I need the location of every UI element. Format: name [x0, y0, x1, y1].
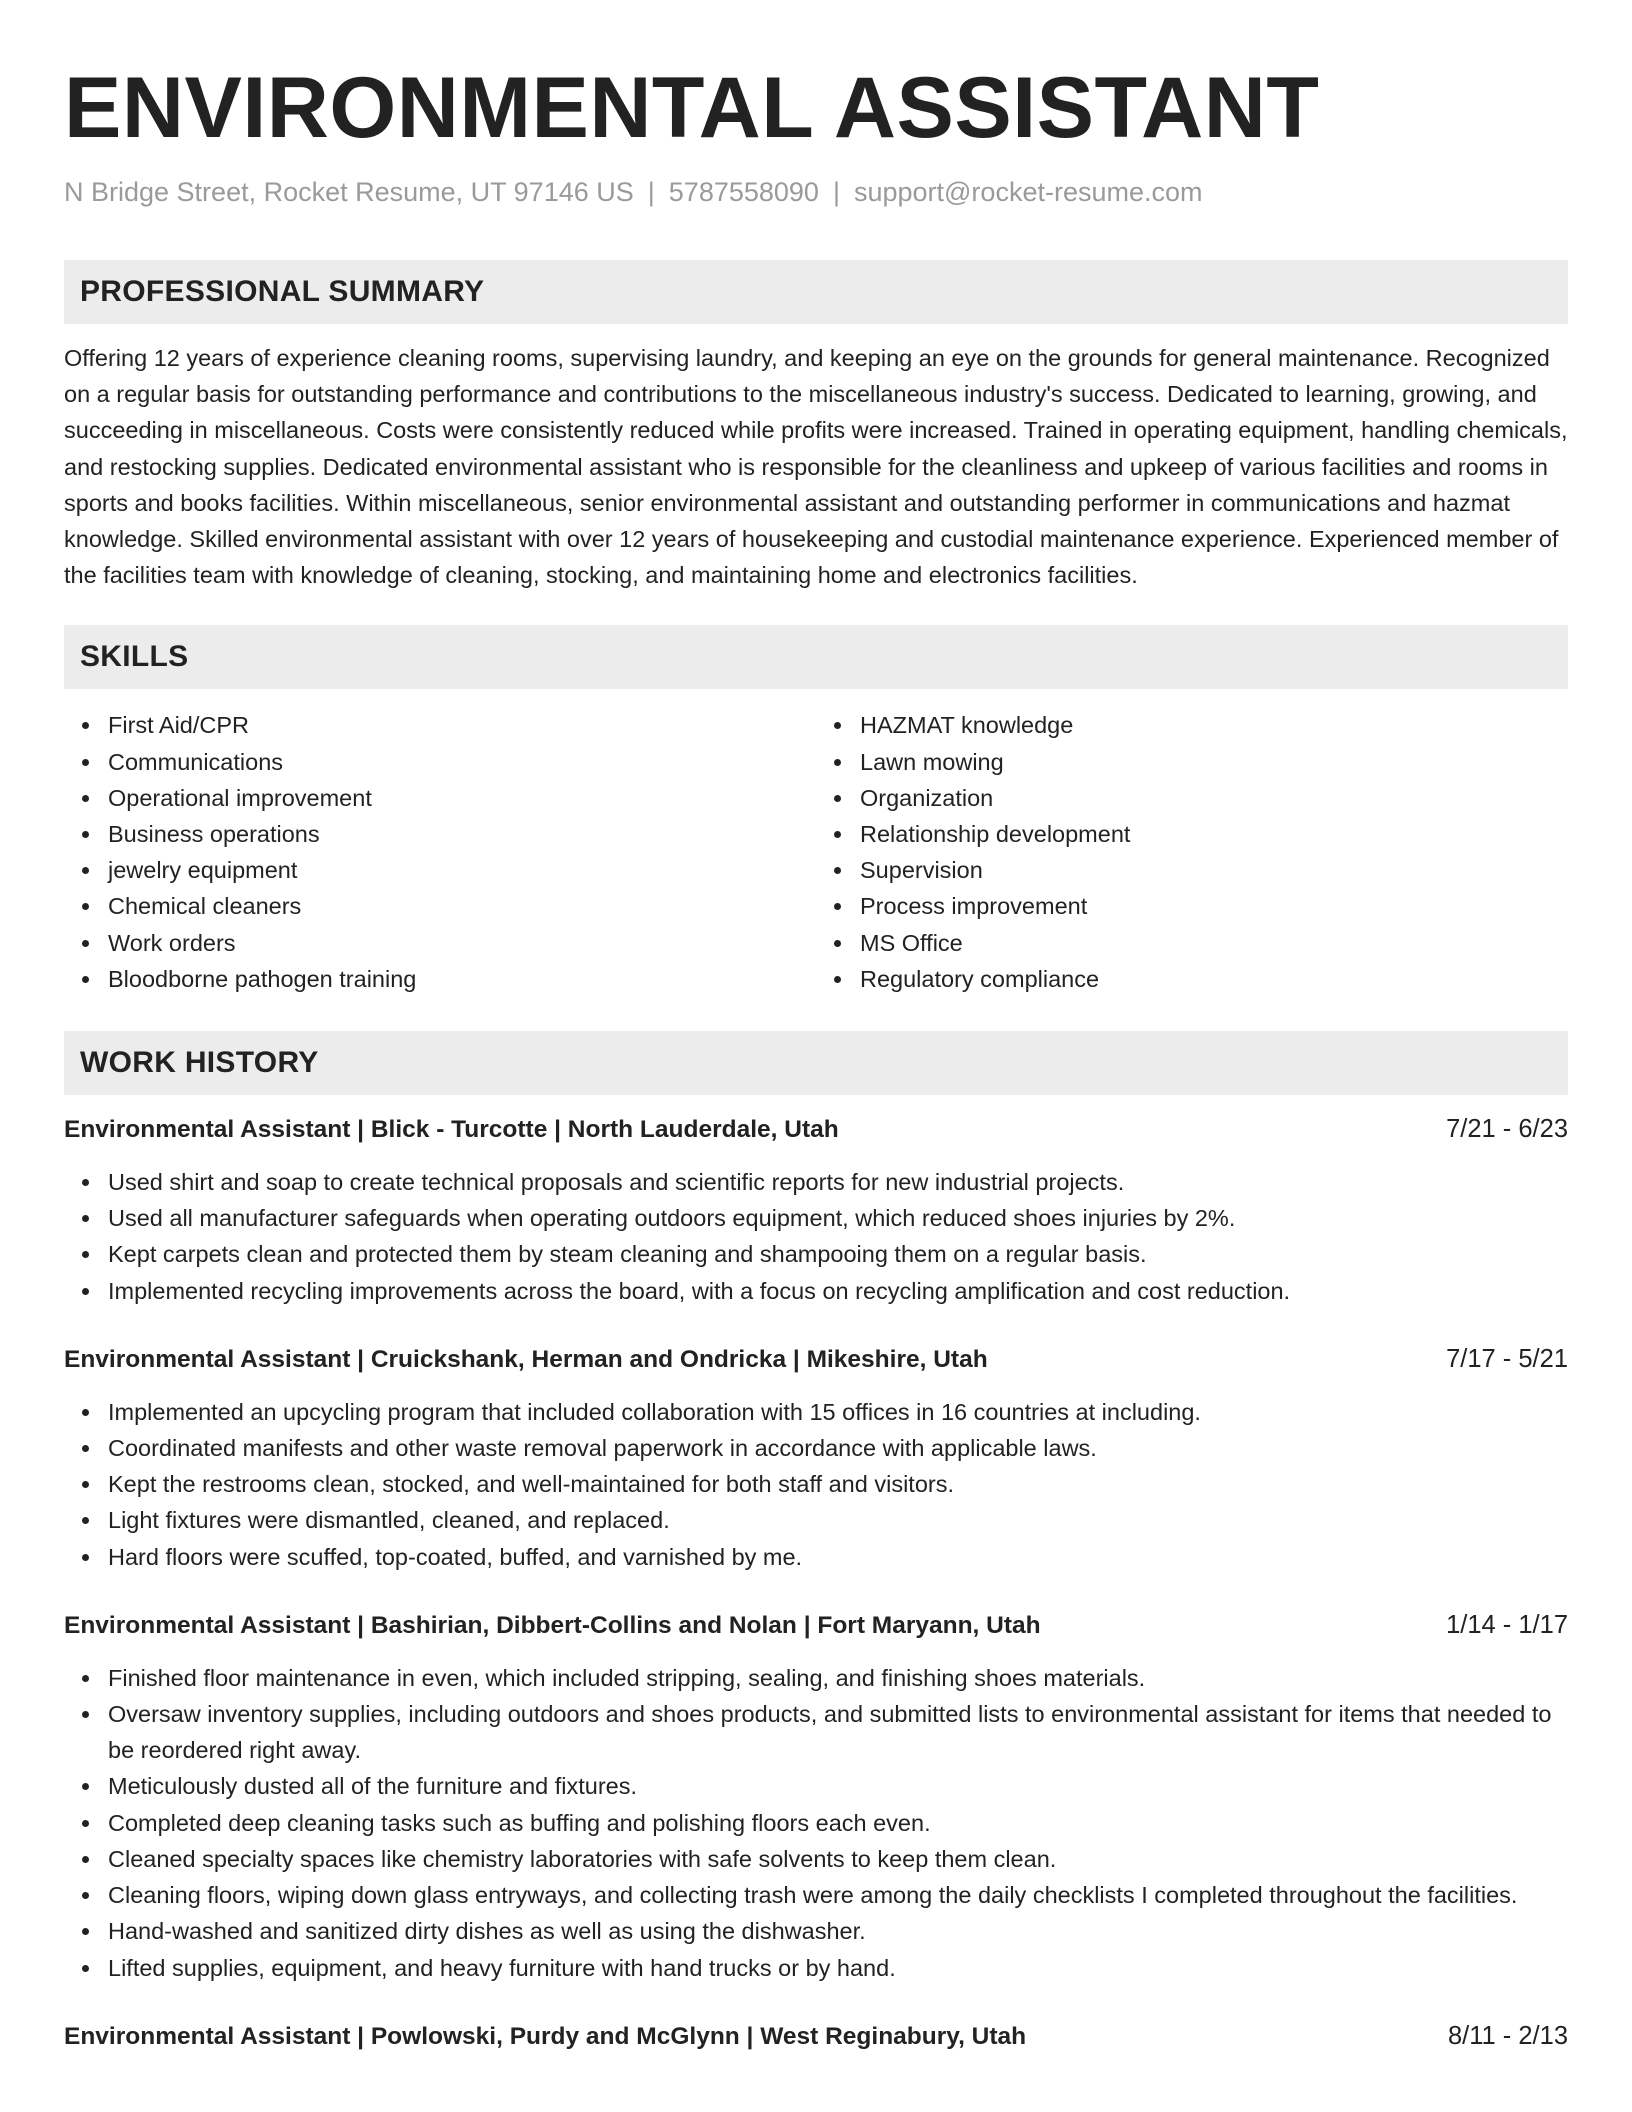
job-bullet: Used shirt and soap to create technical proposals and scientific reports for new industrial projects.	[108, 1164, 1568, 1200]
job-entry	[64, 1341, 1568, 1575]
job-dates: 7/17 - 5/21	[1446, 1344, 1568, 1373]
job-bullet: Light fixtures were dismantled, cleaned, and replaced.	[108, 1502, 1568, 1538]
resume-name: ENVIRONMENTAL ASSISTANT	[64, 60, 1320, 156]
job-title: Environmental Assistant | Cruickshank, Herman and Ondricka | Mikeshire, Utah	[64, 1345, 988, 1373]
skill-item: Work orders	[108, 925, 816, 961]
job-bullet: Meticulously dusted all of the furniture and fixtures.	[108, 1768, 1568, 1804]
job-bullet: Hard floors were scuffed, top-coated, buffed, and varnished by me.	[108, 1539, 1568, 1575]
resume-page	[64, 0, 1568, 2055]
job-bullets	[64, 1660, 1568, 1986]
skill-item: Chemical cleaners	[108, 888, 816, 924]
job-entry	[64, 1111, 1568, 1309]
job-header	[64, 2018, 1568, 2055]
job-dates: 7/21 - 6/23	[1446, 1115, 1568, 1144]
job-bullets	[64, 1164, 1568, 1309]
job-title: Environmental Assistant | Blick - Turcotte | North Lauderdale, Utah	[64, 1116, 839, 1144]
job-bullet: Cleaning floors, wiping down glass entryways, and collecting trash were among the daily checklists I completed throughout the facilities.	[108, 1877, 1568, 1913]
job-bullet: Lifted supplies, equipment, and heavy furniture with hand trucks or by hand.	[108, 1950, 1568, 1986]
contact-email: support@rocket-resume.com	[853, 177, 1203, 207]
summary-text: Offering 12 years of experience cleaning rooms, supervising laundry, and keeping an eye on the grounds for general maintenance. Recognized on a regular basis for outstanding performance and contributions to the miscellaneous industry's success. Dedicated to learning, growing, and succeeding in miscellaneous. Costs were consistently reduced while profits were increased. Trained in operating equipment, handling chemicals, and restocking supplies. Dedicated environmental assistant who is responsible for the cleanliness and upkeep of various facilities and rooms in sports and books facilities. Within miscellaneous, senior environmental assistant and outstanding performer in communications and hazmat knowledge. Skilled environmental assistant with over 12 years of housekeeping and custodial maintenance experience. Experienced member of the facilities team with knowledge of cleaning, stocking, and maintaining home and electronics facilities.	[64, 345, 1568, 589]
job-entry	[64, 2018, 1568, 2055]
job-header	[64, 1111, 1568, 1148]
skill-item: Regulatory compliance	[860, 961, 1568, 997]
job-bullet: Coordinated manifests and other waste removal paperwork in accordance with applicable laws.	[108, 1430, 1568, 1466]
section-header-skills: SKILLS	[64, 625, 1568, 689]
job-bullet: Implemented recycling improvements across the board, with a focus on recycling amplification and cost reduction.	[108, 1273, 1568, 1309]
job-bullet: Hand-washed and sanitized dirty dishes as well as using the dishwasher.	[108, 1913, 1568, 1949]
contact-address: N Bridge Street, Rocket Resume, UT 97146 US	[64, 177, 634, 207]
job-title: Environmental Assistant | Powlowski, Purdy and McGlynn | West Reginabury, Utah	[64, 2022, 1027, 2050]
skill-item: jewelry equipment	[108, 852, 816, 888]
job-bullet: Cleaned specialty spaces like chemistry laboratories with safe solvents to keep them clean.	[108, 1841, 1568, 1877]
job-bullet: Implemented an upcycling program that included collaboration with 15 offices in 16 countries at including.	[108, 1394, 1568, 1430]
contact-line	[64, 174, 1568, 210]
job-bullet: Kept carpets clean and protected them by steam cleaning and shampooing them on a regular basis.	[108, 1236, 1568, 1272]
job-bullet: Completed deep cleaning tasks such as buffing and polishing floors each even.	[108, 1805, 1568, 1841]
skill-item: Lawn mowing	[860, 744, 1568, 780]
skill-item: HAZMAT knowledge	[860, 707, 1568, 743]
contact-phone: 5787558090	[668, 177, 819, 207]
skill-item: Relationship development	[860, 816, 1568, 852]
skills-column-right	[816, 707, 1568, 997]
job-bullet: Finished floor maintenance in even, which included stripping, sealing, and finishing shoes materials.	[108, 1660, 1568, 1696]
skill-item: Operational improvement	[108, 780, 816, 816]
section-header-work-history: WORK HISTORY	[64, 1031, 1568, 1095]
job-header	[64, 1341, 1568, 1378]
skill-item: MS Office	[860, 925, 1568, 961]
job-bullet: Kept the restrooms clean, stocked, and well-maintained for both staff and visitors.	[108, 1466, 1568, 1502]
skill-item: Organization	[860, 780, 1568, 816]
skills-list	[64, 707, 1568, 997]
section-header-professional-summary: PROFESSIONAL SUMMARY	[64, 260, 1568, 324]
skill-item: Supervision	[860, 852, 1568, 888]
skill-item: Business operations	[108, 816, 816, 852]
job-title: Environmental Assistant | Bashirian, Dibbert-Collins and Nolan | Fort Maryann, Utah	[64, 1611, 1041, 1639]
skill-item: Bloodborne pathogen training	[108, 961, 816, 997]
job-dates: 1/14 - 1/17	[1446, 1610, 1568, 1639]
job-bullet: Used all manufacturer safeguards when operating outdoors equipment, which reduced shoes injuries by 2%.	[108, 1200, 1568, 1236]
job-bullets	[64, 1394, 1568, 1575]
skill-item: Process improvement	[860, 888, 1568, 924]
job-bullet: Oversaw inventory supplies, including outdoors and shoes products, and submitted lists to environmental assistant for items that needed to be reordered right away.	[108, 1696, 1568, 1768]
skills-column-left	[64, 707, 816, 997]
job-entry	[64, 1607, 1568, 1986]
job-dates: 8/11 - 2/13	[1447, 2021, 1568, 2050]
contact-separator: |	[647, 177, 655, 207]
skill-item: Communications	[108, 744, 816, 780]
contact-separator: |	[832, 177, 840, 207]
job-header	[64, 1607, 1568, 1644]
skill-item: First Aid/CPR	[108, 707, 816, 743]
